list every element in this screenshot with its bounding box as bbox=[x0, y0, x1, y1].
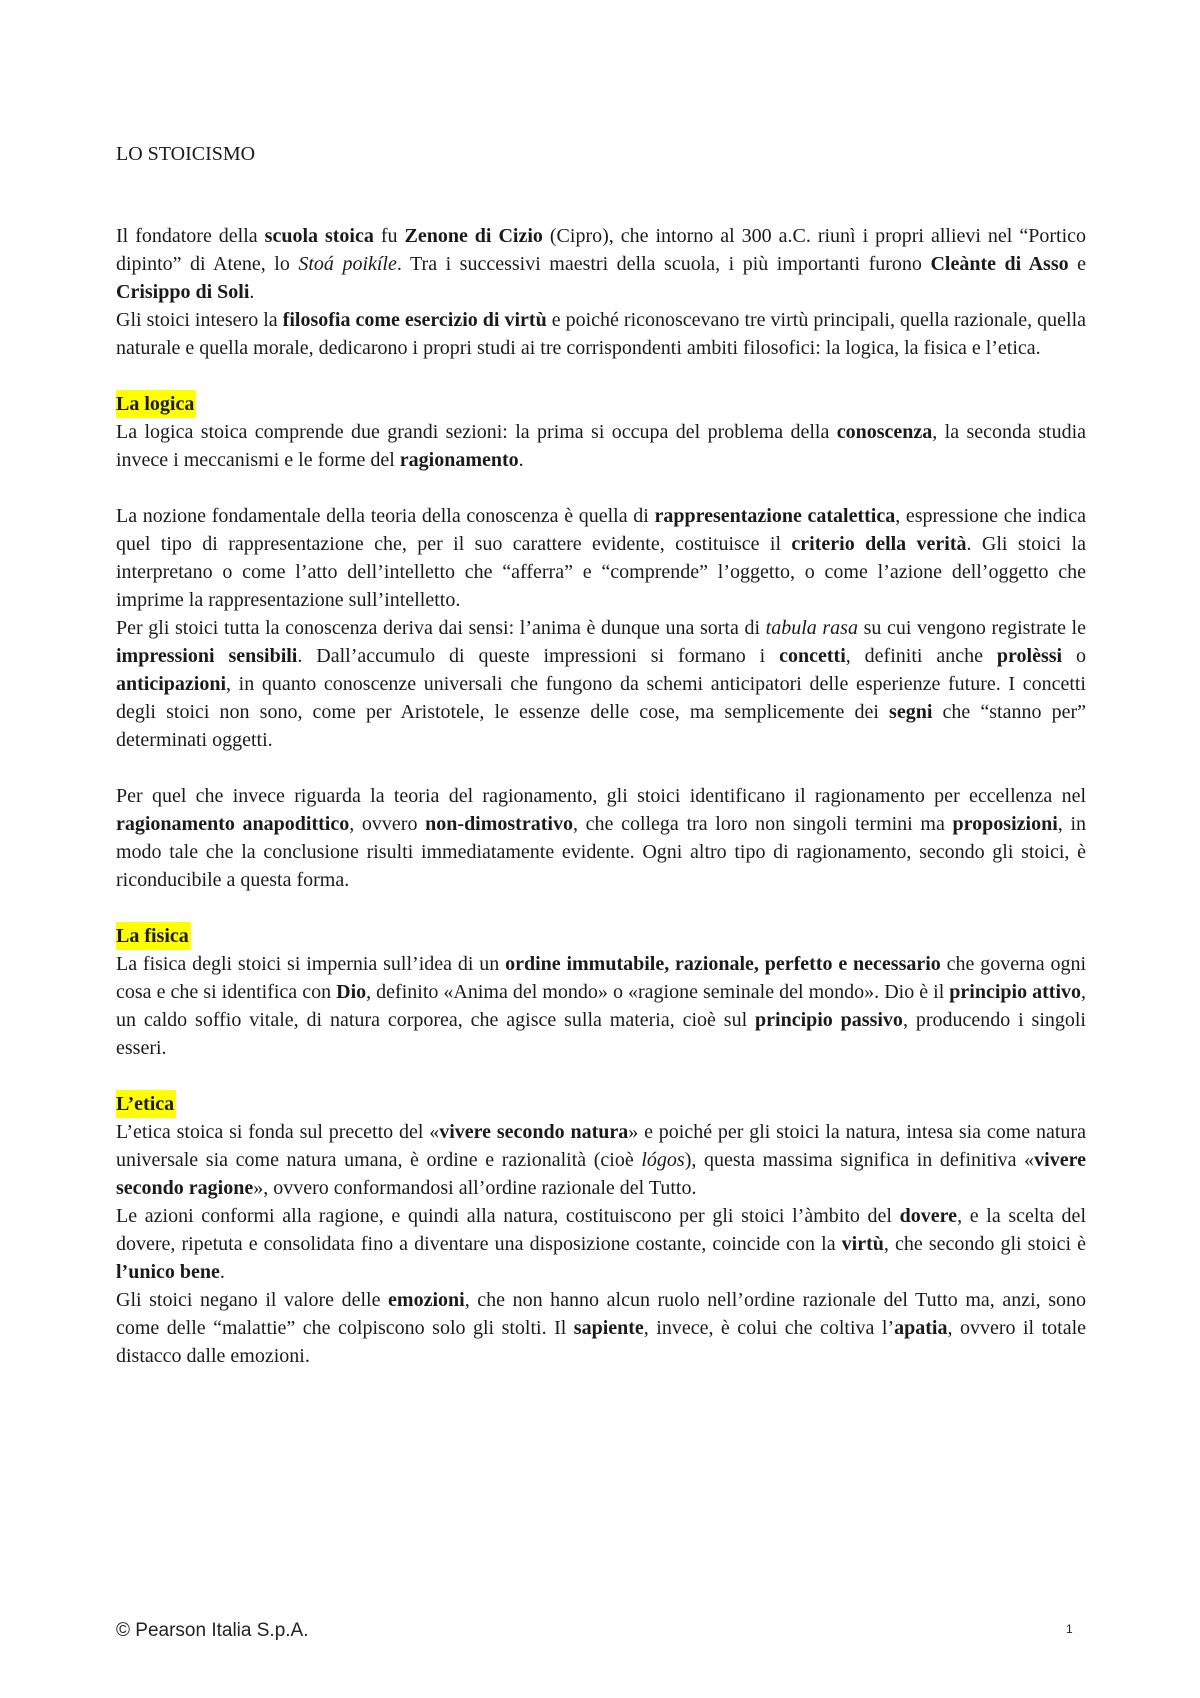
text-run: L’etica stoica si fonda sul precetto del « bbox=[116, 1121, 440, 1143]
spacer bbox=[116, 474, 1086, 502]
bold-term: conoscenza bbox=[836, 421, 933, 443]
text-run: , espressione che indica quel tipo di rappresentazione che, per il suo carattere evidente, costituisce il bbox=[116, 505, 1086, 555]
footer-copyright: © Pearson Italia S.p.A. bbox=[116, 1620, 309, 1641]
etica-paragraph-2 bbox=[116, 1202, 1086, 1286]
spacer bbox=[116, 754, 1086, 782]
text-run: Le azioni conformi alla ragione, e quindi alla natura, costituiscono per gli stoici l’àmbito del bbox=[116, 1205, 900, 1227]
bold-term: emozioni bbox=[388, 1289, 465, 1311]
text-run: . Gli stoici la interpretano o come l’atto dell’intelletto che “afferra” e “comprende” l’oggetto, o come l’azione dell’oggetto che imprime la rappresentazione sull’intelletto. bbox=[116, 533, 1086, 611]
text-run: , che secondo gli stoici è bbox=[883, 1233, 1086, 1255]
bold-term: Dio bbox=[336, 981, 367, 1003]
text-run: (Cipro), che intorno al 300 a.C. riunì i propri allievi nel “Portico dipinto” di Atene, lo bbox=[116, 225, 1086, 275]
text-run: , la seconda studia invece i meccanismi e le forme del bbox=[116, 421, 1086, 471]
fisica-paragraph-1 bbox=[116, 950, 1086, 1062]
page-number: 1 bbox=[1066, 1622, 1073, 1636]
bold-term: sapiente bbox=[573, 1317, 644, 1339]
text-run: fu bbox=[373, 225, 405, 247]
text-run: ), questa massima significa in definitiva « bbox=[684, 1149, 1035, 1171]
text-run: su cui vengono registrate le bbox=[857, 617, 1086, 639]
text-run: che “stanno per” determinati oggetti. bbox=[116, 701, 1086, 751]
bold-term: anticipazioni bbox=[116, 673, 227, 695]
text-run: Per quel che invece riguarda la teoria del ragionamento, gli stoici identificano il ragionamento per eccellenza nel bbox=[116, 785, 1086, 807]
bold-term: proposizioni bbox=[952, 813, 1058, 835]
bold-term: Cleànte di Asso bbox=[930, 253, 1069, 275]
text-run: , producendo i singoli esseri. bbox=[116, 1009, 1086, 1059]
text-run: , ovvero il totale distacco dalle emozioni. bbox=[116, 1317, 1087, 1367]
text-run: Gli stoici negano il valore delle bbox=[116, 1289, 389, 1311]
bold-term: segni bbox=[889, 701, 933, 723]
bold-term: prolèssi bbox=[996, 645, 1063, 667]
text-run: , un caldo soffio vitale, di natura corporea, che agisce sulla materia, cioè sul bbox=[116, 981, 1087, 1031]
italic-term: lógos bbox=[641, 1149, 685, 1171]
section-heading-etica: L’etica bbox=[116, 1090, 176, 1118]
logica-paragraph-1 bbox=[116, 418, 1086, 474]
bold-term: Zenone di Cizio bbox=[404, 225, 543, 247]
logica-paragraph-3 bbox=[116, 614, 1086, 754]
italic-term: tabula rasa bbox=[765, 617, 858, 639]
bold-term: criterio della verità bbox=[791, 533, 967, 555]
text-run: La logica stoica comprende due grandi sezioni: la prima si occupa del problema della bbox=[116, 421, 837, 443]
text-run: o bbox=[1062, 645, 1087, 667]
text-run: . bbox=[518, 449, 524, 471]
bold-term: ragionamento anapodittico bbox=[116, 813, 350, 835]
document-body bbox=[116, 140, 1086, 1370]
bold-term: filosofia come esercizio di virtù bbox=[282, 309, 547, 331]
etica-paragraph-1 bbox=[116, 1118, 1086, 1202]
text-run: La fisica degli stoici si impernia sull’idea di un bbox=[116, 953, 506, 975]
bold-term: scuola stoica bbox=[264, 225, 374, 247]
bold-term: principio passivo bbox=[755, 1009, 903, 1031]
text-run: che governa ogni cosa e che si identifica con bbox=[116, 953, 1086, 1003]
page-title: LO STOICISMO bbox=[116, 143, 256, 165]
bold-term: rappresentazione catalettica bbox=[654, 505, 896, 527]
bold-term: impressioni sensibili bbox=[116, 645, 298, 667]
text-run: La nozione fondamentale della teoria della conoscenza è quella di bbox=[116, 505, 655, 527]
text-run: , definito «Anima del mondo» o «ragione seminale del mondo». Dio è il bbox=[366, 981, 950, 1003]
bold-term: apatia bbox=[894, 1317, 948, 1339]
bold-term: vivere secondo ragione bbox=[116, 1149, 1086, 1199]
text-run: , che collega tra loro non singoli termini ma bbox=[572, 813, 953, 835]
bold-term: virtù bbox=[841, 1233, 884, 1255]
text-run: . bbox=[219, 1261, 225, 1283]
bold-term: concetti bbox=[779, 645, 846, 667]
text-run: e poiché riconoscevano tre virtù principali, quella razionale, quella naturale e quella morale, dedicarono i propri studi ai tre corrispondenti ambiti filosofici: la logica, la fisica e l’etica. bbox=[116, 309, 1087, 359]
italic-term: Stoá poikíle bbox=[298, 253, 397, 275]
bold-term: Crisippo di Soli bbox=[116, 281, 250, 303]
logica-paragraph-4 bbox=[116, 782, 1086, 894]
text-run: . bbox=[249, 281, 255, 303]
bold-term: dovere bbox=[899, 1205, 958, 1227]
bold-term: principio attivo bbox=[949, 981, 1082, 1003]
spacer bbox=[116, 1062, 1086, 1090]
bold-term: ragionamento bbox=[399, 449, 519, 471]
text-run: . Dall’accumulo di queste impressioni si formano i bbox=[297, 645, 780, 667]
text-run: » e poiché per gli stoici la natura, intesa sia come natura universale sia come natura umana, è ordine e razionalità (cioè bbox=[116, 1121, 1086, 1171]
etica-paragraph-3 bbox=[116, 1286, 1086, 1370]
text-run: , che non hanno alcun ruolo nell’ordine razionale del Tutto ma, anzi, sono come delle “malattie” che colpiscono solo gli stolti. Il bbox=[116, 1289, 1086, 1339]
text-run: Il fondatore della bbox=[116, 225, 265, 247]
spacer bbox=[116, 362, 1086, 390]
intro-paragraph-1 bbox=[116, 222, 1086, 306]
text-run: Gli stoici intesero la bbox=[116, 309, 283, 331]
intro-paragraph-2 bbox=[116, 306, 1086, 362]
text-run: e bbox=[1068, 253, 1087, 275]
text-run: , ovvero bbox=[349, 813, 426, 835]
spacer bbox=[116, 894, 1086, 922]
text-run: , in quanto conoscenze universali che fungono da schemi anticipatori delle esperienze future. I concetti degli stoici non sono, come per Aristotele, le essenze delle cose, ma semplicemente dei bbox=[116, 673, 1086, 723]
bold-term: vivere secondo natura bbox=[439, 1121, 629, 1143]
logica-paragraph-2 bbox=[116, 502, 1086, 614]
text-run: , e la scelta del dovere, ripetuta e consolidata fino a diventare una disposizione costante, coincide con la bbox=[116, 1205, 1086, 1255]
section-heading-fisica: La fisica bbox=[116, 922, 191, 950]
text-run: », ovvero conformandosi all’ordine razionale del Tutto. bbox=[253, 1177, 697, 1199]
text-run: , invece, è colui che coltiva l’ bbox=[643, 1317, 895, 1339]
text-run: . Tra i successivi maestri della scuola, i più importanti furono bbox=[396, 253, 931, 275]
text-run: , in modo tale che la conclusione risulti immediatamente evidente. Ogni altro tipo di ragionamento, secondo gli stoici, è riconducibile a questa forma. bbox=[116, 813, 1087, 891]
bold-term: non-dimostrativo bbox=[425, 813, 573, 835]
section-heading-logica: La logica bbox=[116, 390, 196, 418]
bold-term: l’unico bene bbox=[116, 1261, 220, 1283]
text-run: , definiti anche bbox=[845, 645, 997, 667]
bold-term: ordine immutabile, razionale, perfetto e necessario bbox=[505, 953, 941, 975]
text-run: Per gli stoici tutta la conoscenza deriva dai sensi: l’anima è dunque una sorta di bbox=[116, 617, 766, 639]
